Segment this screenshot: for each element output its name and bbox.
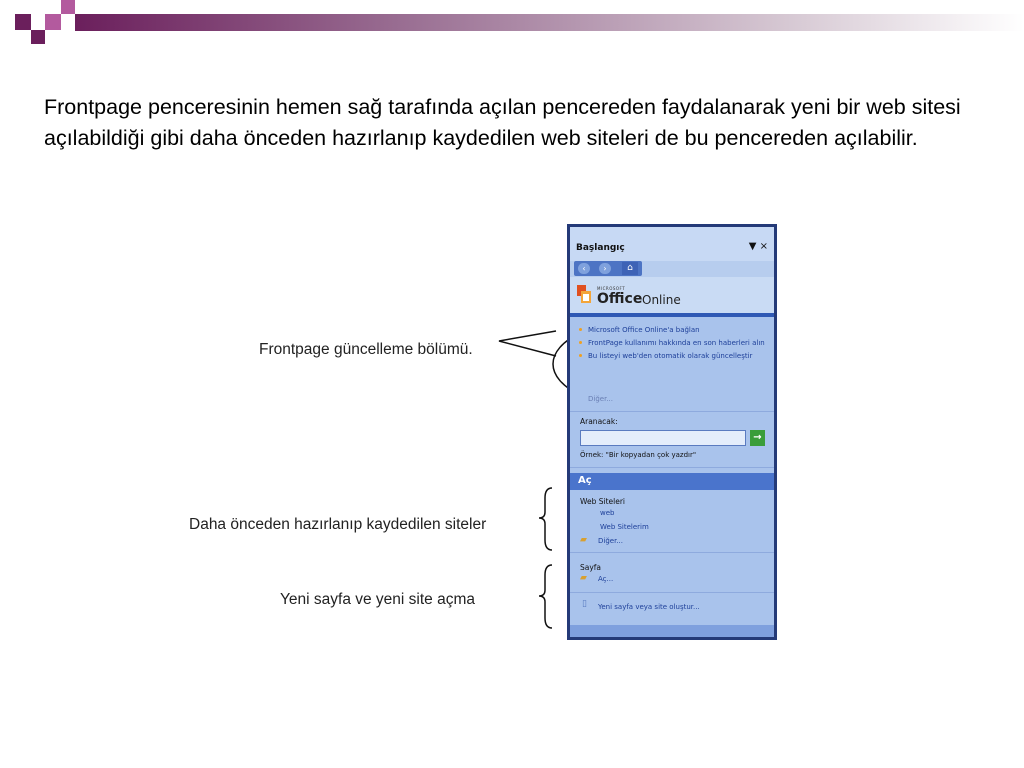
updates-list <box>576 325 766 364</box>
search-label: Aranacak: <box>580 417 618 426</box>
open-section-header <box>570 473 774 490</box>
divider <box>570 411 774 412</box>
logo-office-text: Office <box>597 291 643 307</box>
intro-paragraph: Frontpage penceresinin hemen sağ tarafında açılan pencereden faydalanarak yeni bir web sitesi açılabildiği gibi daha önceden hazırlanıp kaydedilen web siteleri de bu pencereden açılabilir. <box>44 95 961 150</box>
divider <box>570 467 774 468</box>
task-pane-title: Başlangıç <box>576 243 625 253</box>
logo-separator <box>570 313 774 317</box>
logo-microsoft-text: MICROSOFT <box>597 286 626 291</box>
annotation-updates: Frontpage güncelleme bölümü. <box>259 341 473 358</box>
web-sites-label: Web Siteleri <box>580 497 625 506</box>
update-link-news[interactable]: FrontPage kullanımı hakkında en son haberleri alın <box>576 338 766 348</box>
annotation-previous-sites: Daha önceden hazırlanıp kaydedilen siteler <box>189 516 487 533</box>
task-pane-body <box>570 227 774 637</box>
task-pane-controls[interactable]: ▼ × <box>748 241 768 252</box>
pane-bottom-band <box>570 625 774 637</box>
back-icon[interactable]: ‹ <box>578 263 590 274</box>
logo-online-text: Online <box>642 293 681 307</box>
task-pane <box>567 224 777 640</box>
open-page-link[interactable]: Aç... <box>598 575 614 583</box>
update-link-auto[interactable]: Bu listeyi web'den otomatik olarak güncelleştir <box>576 351 766 361</box>
update-link-connect[interactable]: Microsoft Office Online'a bağlan <box>576 325 766 335</box>
forward-icon[interactable]: › <box>599 263 611 274</box>
divider <box>570 552 774 553</box>
search-input[interactable] <box>580 430 746 446</box>
search-example: Örnek: "Bir kopyadan çok yazdır" <box>580 451 697 459</box>
new-document-icon: ▯ <box>582 599 587 609</box>
home-icon[interactable]: ⌂ <box>622 262 638 275</box>
new-brace <box>539 565 552 628</box>
site-link-my-sites[interactable]: Web Sitelerim <box>600 523 649 531</box>
updates-pointer <box>499 331 556 356</box>
page-label: Sayfa <box>580 563 602 572</box>
sites-more-link[interactable]: Diğer... <box>598 537 623 545</box>
folder-open-icon: ▰ <box>580 573 587 583</box>
sites-brace <box>539 488 552 550</box>
updates-more-link[interactable]: Diğer... <box>588 395 613 403</box>
folder-open-icon: ▰ <box>580 535 587 545</box>
site-link-web[interactable]: web <box>600 509 615 517</box>
search-go-icon[interactable]: → <box>750 430 765 446</box>
office-logo-icon <box>577 285 591 303</box>
new-page-site-link[interactable]: Yeni sayfa veya site oluştur... <box>598 603 700 611</box>
annotation-new-page: Yeni sayfa ve yeni site açma <box>280 591 476 608</box>
open-section-title: Aç <box>578 475 592 486</box>
divider <box>570 592 774 593</box>
